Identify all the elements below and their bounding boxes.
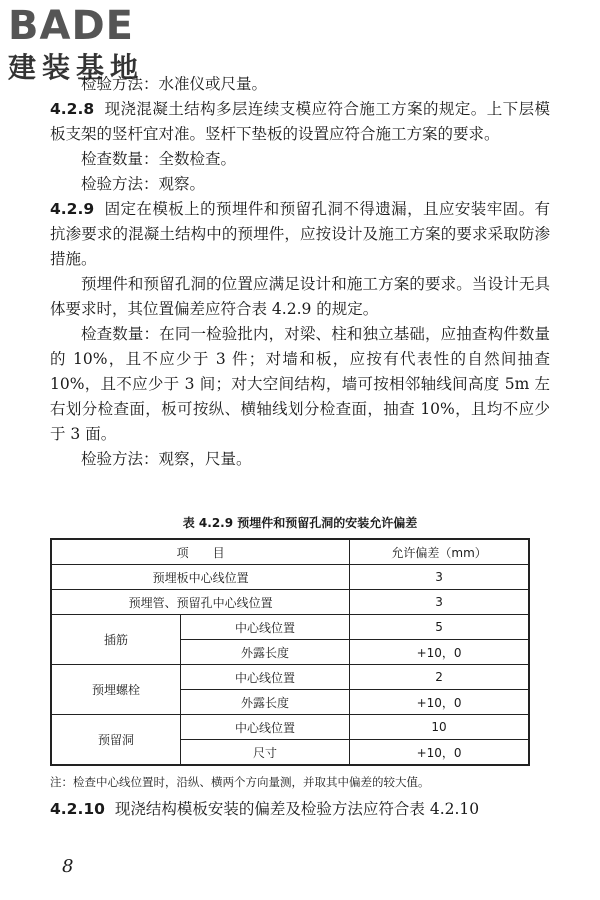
paragraph: 4.2.9 固定在模板上的预埋件和预留孔洞不得遗漏，且应安装牢固。有抗渗要求的混凝土结构中的预埋件，应按设计及施工方案的要求采取防渗措施。	[50, 200, 550, 268]
section-number: 4.2.8	[50, 100, 95, 118]
paragraph: 4.2.8 现浇混凝土结构多层连续支模应符合施工方案的规定。上下层模板支架的竖杆宜对准。竖杆下垫板的设置应符合施工方案的要求。	[50, 100, 550, 143]
body-text	[50, 72, 550, 472]
table-row: 预埋螺栓 中心线位置 2	[51, 665, 529, 690]
table-row: 外露长度 +10，0	[51, 640, 529, 665]
section-number: 4.2.9	[50, 200, 95, 218]
paragraph: 4.2.10 现浇结构模板安装的偏差及检验方法应符合表 4.2.10	[50, 800, 480, 818]
header-value: 允许偏差（mm）	[350, 539, 529, 565]
logo-subtitle: 建装基地	[8, 51, 145, 84]
page-number: 8	[62, 856, 74, 877]
table-header-row	[51, 539, 529, 565]
table-caption: 表 4.2.9 预埋件和预留孔洞的安装允许偏差	[182, 516, 418, 530]
header-item: 项 目	[51, 539, 350, 565]
table-row: 预留洞 中心线位置 10	[51, 715, 529, 740]
table-row: 外露长度 +10，0	[51, 690, 529, 715]
logo-brand: BADE	[8, 3, 134, 49]
tolerance-table	[50, 538, 530, 766]
section-number: 4.2.10	[50, 800, 105, 818]
table-row: 插筋 中心线位置 5	[51, 615, 529, 640]
paragraph: 检验方法：水准仪或尺量。	[81, 75, 268, 93]
table-note: 注：检查中心线位置时，沿纵、横两个方向量测，并取其中偏差的较大值。	[50, 775, 430, 789]
paragraph: 预埋件和预留孔洞的位置应满足设计和施工方案的要求。当设计无具体要求时，其位置偏差应符合表 4.2.9 的规定。	[50, 275, 550, 318]
table-row: 预埋板中心线位置 3	[51, 565, 529, 590]
table-row: 尺寸 +10，0	[51, 740, 529, 766]
paragraph: 检查数量：在同一检验批内，对梁、柱和独立基础，应抽查构件数量的 10%，且不应少于 3 件；对墙和板，应按有代表性的自然间抽查 10%，且不应少于 3 间；对大空间结构，墙可按相邻轴线间高度 5m 左右划分检查面，板可按纵、横轴线划分检查面，抽查 10%，且均不应少于 3 面。	[50, 325, 550, 443]
paragraph: 检查数量：全数检查。	[81, 150, 237, 168]
table-row: 预埋管、预留孔中心线位置 3	[51, 590, 529, 615]
paragraph: 检验方法：观察，尺量。	[81, 450, 252, 468]
paragraph: 检验方法：观察。	[81, 175, 206, 193]
